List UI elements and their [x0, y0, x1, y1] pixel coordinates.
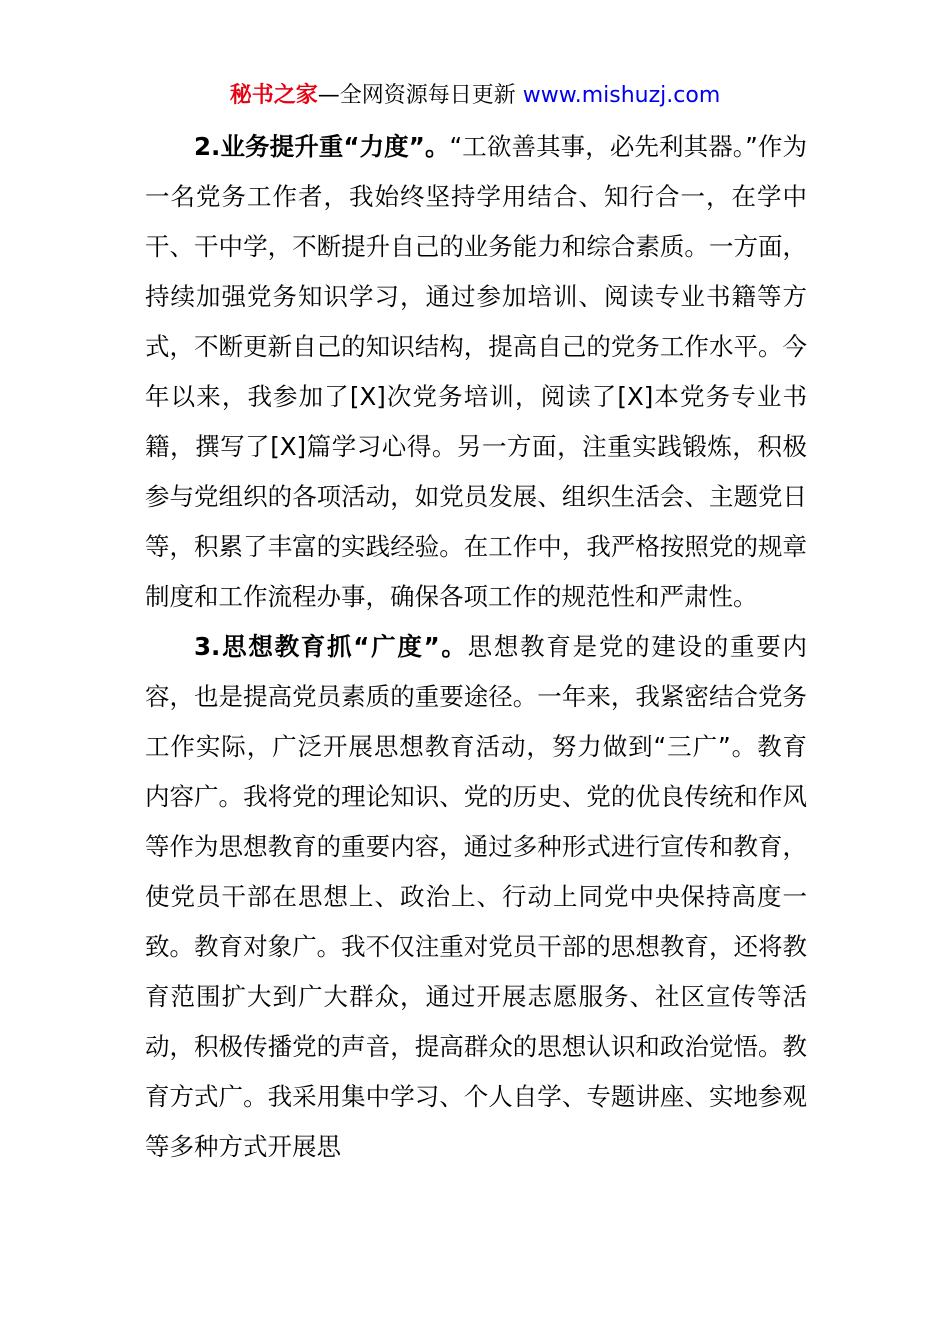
paragraph-text: “工欲善其事，必先利其器。”作为一名党务工作者，我始终坚持学用结合、知行合一，在学中干、干中学，不断提升自己的业务能力和综合素质。一方面，持续加强党务知识学习，通过参加培训、阅读专业书籍等方式，不断更新自己的知识结构，提高自己的党务工作水平。今年以来，我参加了[X]次党务培训，阅读了[X]本党务专业书籍，撰写了[X]篇学习心得。另一方面，注重实践锻炼，积极参与党组织的各项活动，如党员发展、组织生活会、主题党日等，积累了丰富的实践经验。在工作中，我严格按照党的规章制度和工作流程办事，确保各项工作的规范性和严肃性。	[145, 132, 807, 611]
page-header	[0, 80, 950, 112]
brand-name: 秘书之家	[229, 83, 318, 108]
paragraph-education	[145, 622, 807, 1172]
header-tagline: —全网资源每日更新	[317, 83, 523, 108]
paragraph-heading: 2.业务提升重“力度”。	[194, 132, 450, 161]
paragraph-text: 思想教育是党的建设的重要内容，也是提高党员素质的重要途径。一年来，我紧密结合党务工作实际，广泛开展思想教育活动，努力做到“三广”。教育内容广。我将党的理论知识、党的历史、党的优良传统和作风等作为思想教育的重要内容，通过多种形式进行宣传和教育，使党员干部在思想上、政治上、行动上同党中央保持高度一致。教育对象广。我不仅注重对党员干部的思想教育，还将教育范围扩大到广大群众，通过开展志愿服务、社区宣传等活动，积极传播党的声音，提高群众的思想认识和政治觉悟。教育方式广。我采用集中学习、个人自学、专题讲座、实地参观等多种方式开展思	[145, 632, 808, 1161]
paragraph-heading: 3.思想教育抓“广度”。	[194, 632, 468, 661]
paragraph-business	[145, 122, 807, 622]
document-body	[145, 122, 807, 1172]
site-url[interactable]: www.mishuzj.com	[522, 83, 721, 108]
